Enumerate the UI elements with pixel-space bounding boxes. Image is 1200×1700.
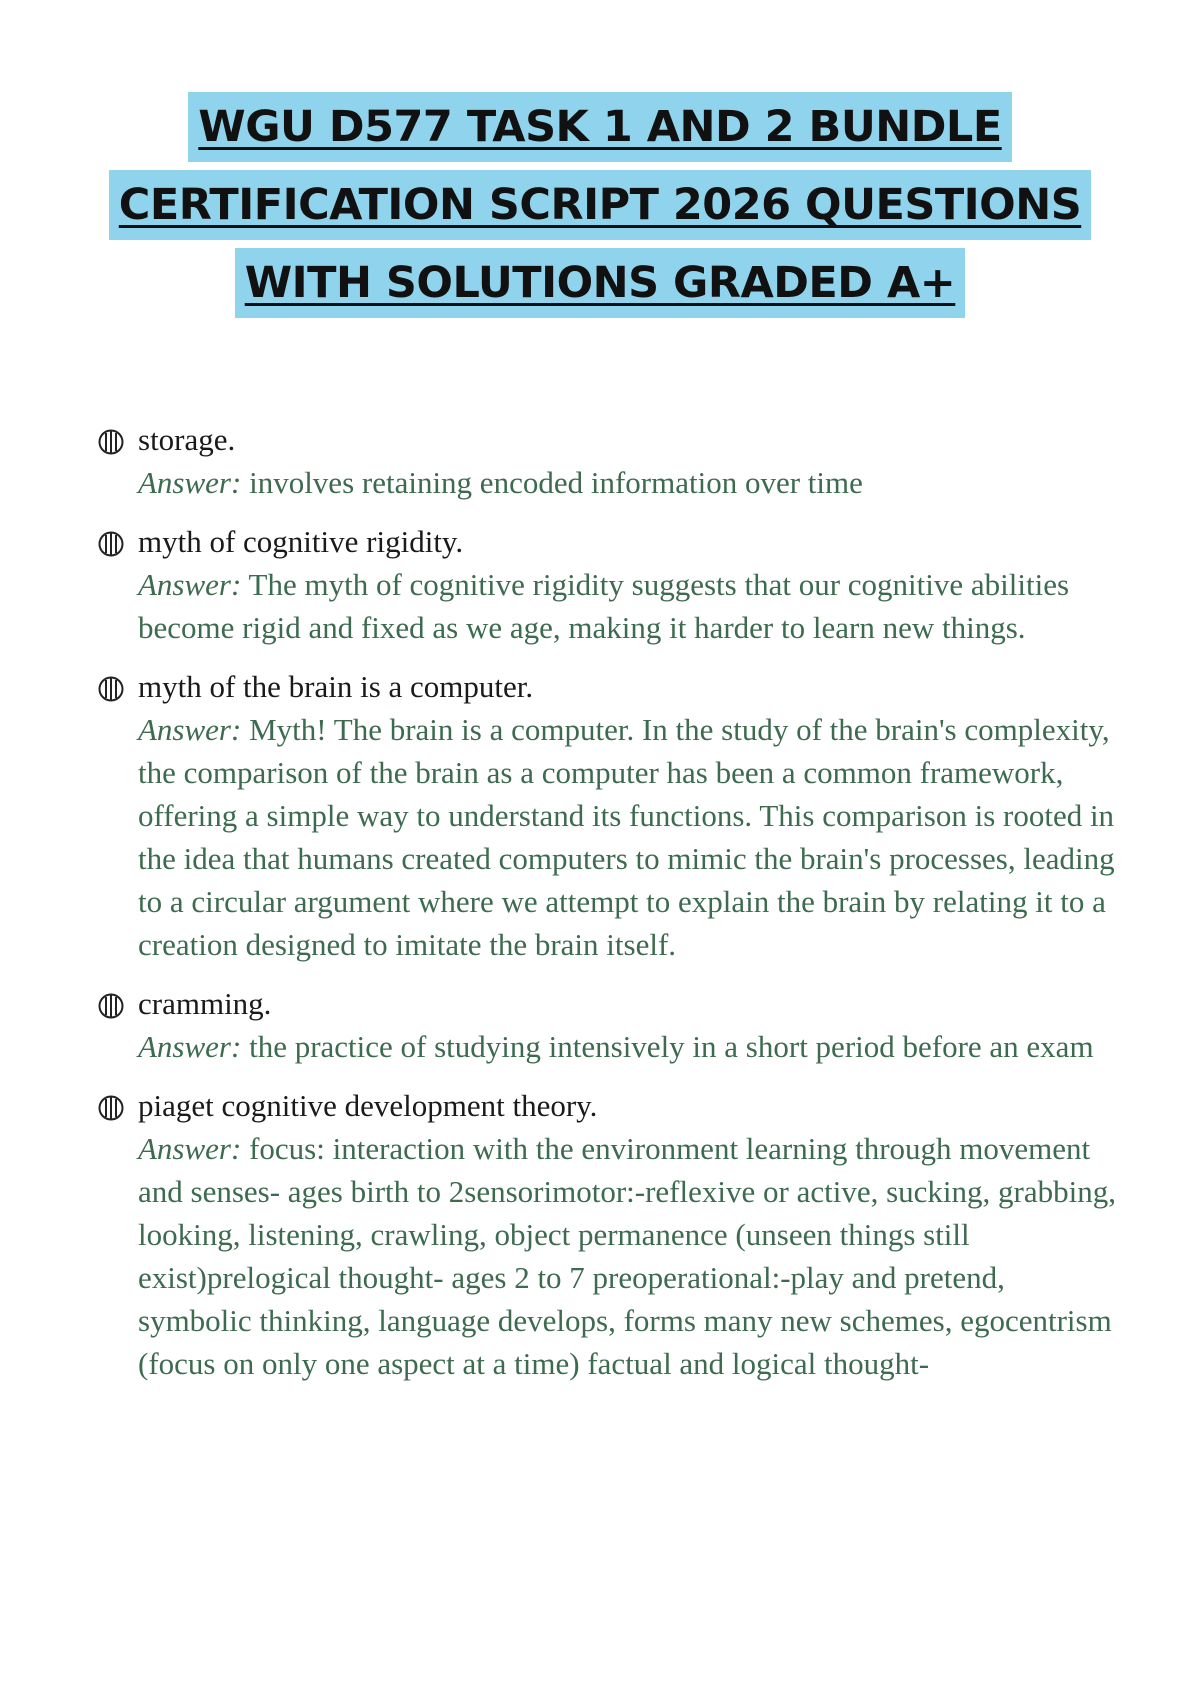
question-text: myth of cognitive rigidity. [138, 524, 464, 559]
question-text: storage. [138, 422, 236, 457]
qa-item [98, 665, 1118, 966]
title-line-3 [235, 248, 966, 318]
question-text: cramming. [138, 986, 272, 1021]
answer-block [138, 563, 1118, 649]
striped-circle-bullet-icon [98, 429, 124, 455]
answer-block [138, 1025, 1118, 1068]
qa-item [98, 520, 1118, 649]
title-line-1-text: WGU D577 TASK 1 AND 2 BUNDLE [188, 92, 1011, 162]
qa-item [98, 1084, 1118, 1385]
answer-label: Answer: [138, 712, 242, 747]
answer-text: involves retaining encoded information over time [249, 465, 863, 500]
answer-text: the practice of studying intensively in a short period before an exam [249, 1029, 1094, 1064]
striped-circle-bullet-icon [98, 676, 124, 702]
striped-circle-bullet-icon [98, 531, 124, 557]
title-line-2-text: CERTIFICATION SCRIPT 2026 QUESTIONS [109, 170, 1091, 240]
answer-text: focus: interaction with the environment learning through movement and senses- ages birth to 2sensorimotor:-reflexive or active, sucking, grabbing, looking, listening, crawling, object permanence (unseen things still exist)prelogical thought- ages 2 to 7 preoperational:-play and pretend, symbolic thinking, language develops, forms many new schemes, egocentrism (focus on only one aspect at a time) factual and logical thought- [138, 1131, 1116, 1381]
answer-text: The myth of cognitive rigidity suggests that our cognitive abilities become rigid and fixed as we age, making it harder to learn new things. [138, 567, 1070, 645]
answer-label: Answer: [138, 567, 242, 602]
answer-block [138, 461, 1118, 504]
qa-list [98, 418, 1118, 1401]
title-line-3-text: WITH SOLUTIONS GRADED A+ [235, 248, 966, 318]
answer-block [138, 708, 1118, 966]
answer-block [138, 1127, 1118, 1385]
title-line-2 [109, 170, 1091, 240]
document-title [0, 92, 1200, 326]
qa-item [98, 982, 1118, 1068]
question-text: myth of the brain is a computer. [138, 669, 534, 704]
striped-circle-bullet-icon [98, 993, 124, 1019]
answer-label: Answer: [138, 465, 242, 500]
question-text: piaget cognitive development theory. [138, 1088, 598, 1123]
answer-label: Answer: [138, 1131, 242, 1166]
answer-text: Myth! The brain is a computer. In the study of the brain's complexity, the comparison of the brain as a computer has been a common framework, offering a simple way to understand its functions. This comparison is rooted in the idea that humans created computers to mimic the brain's processes, leading to a circular argument where we attempt to explain the brain by relating it to a creation designed to imitate the brain itself. [138, 712, 1115, 962]
qa-item [98, 418, 1118, 504]
title-line-1 [188, 92, 1011, 162]
answer-label: Answer: [138, 1029, 242, 1064]
striped-circle-bullet-icon [98, 1095, 124, 1121]
